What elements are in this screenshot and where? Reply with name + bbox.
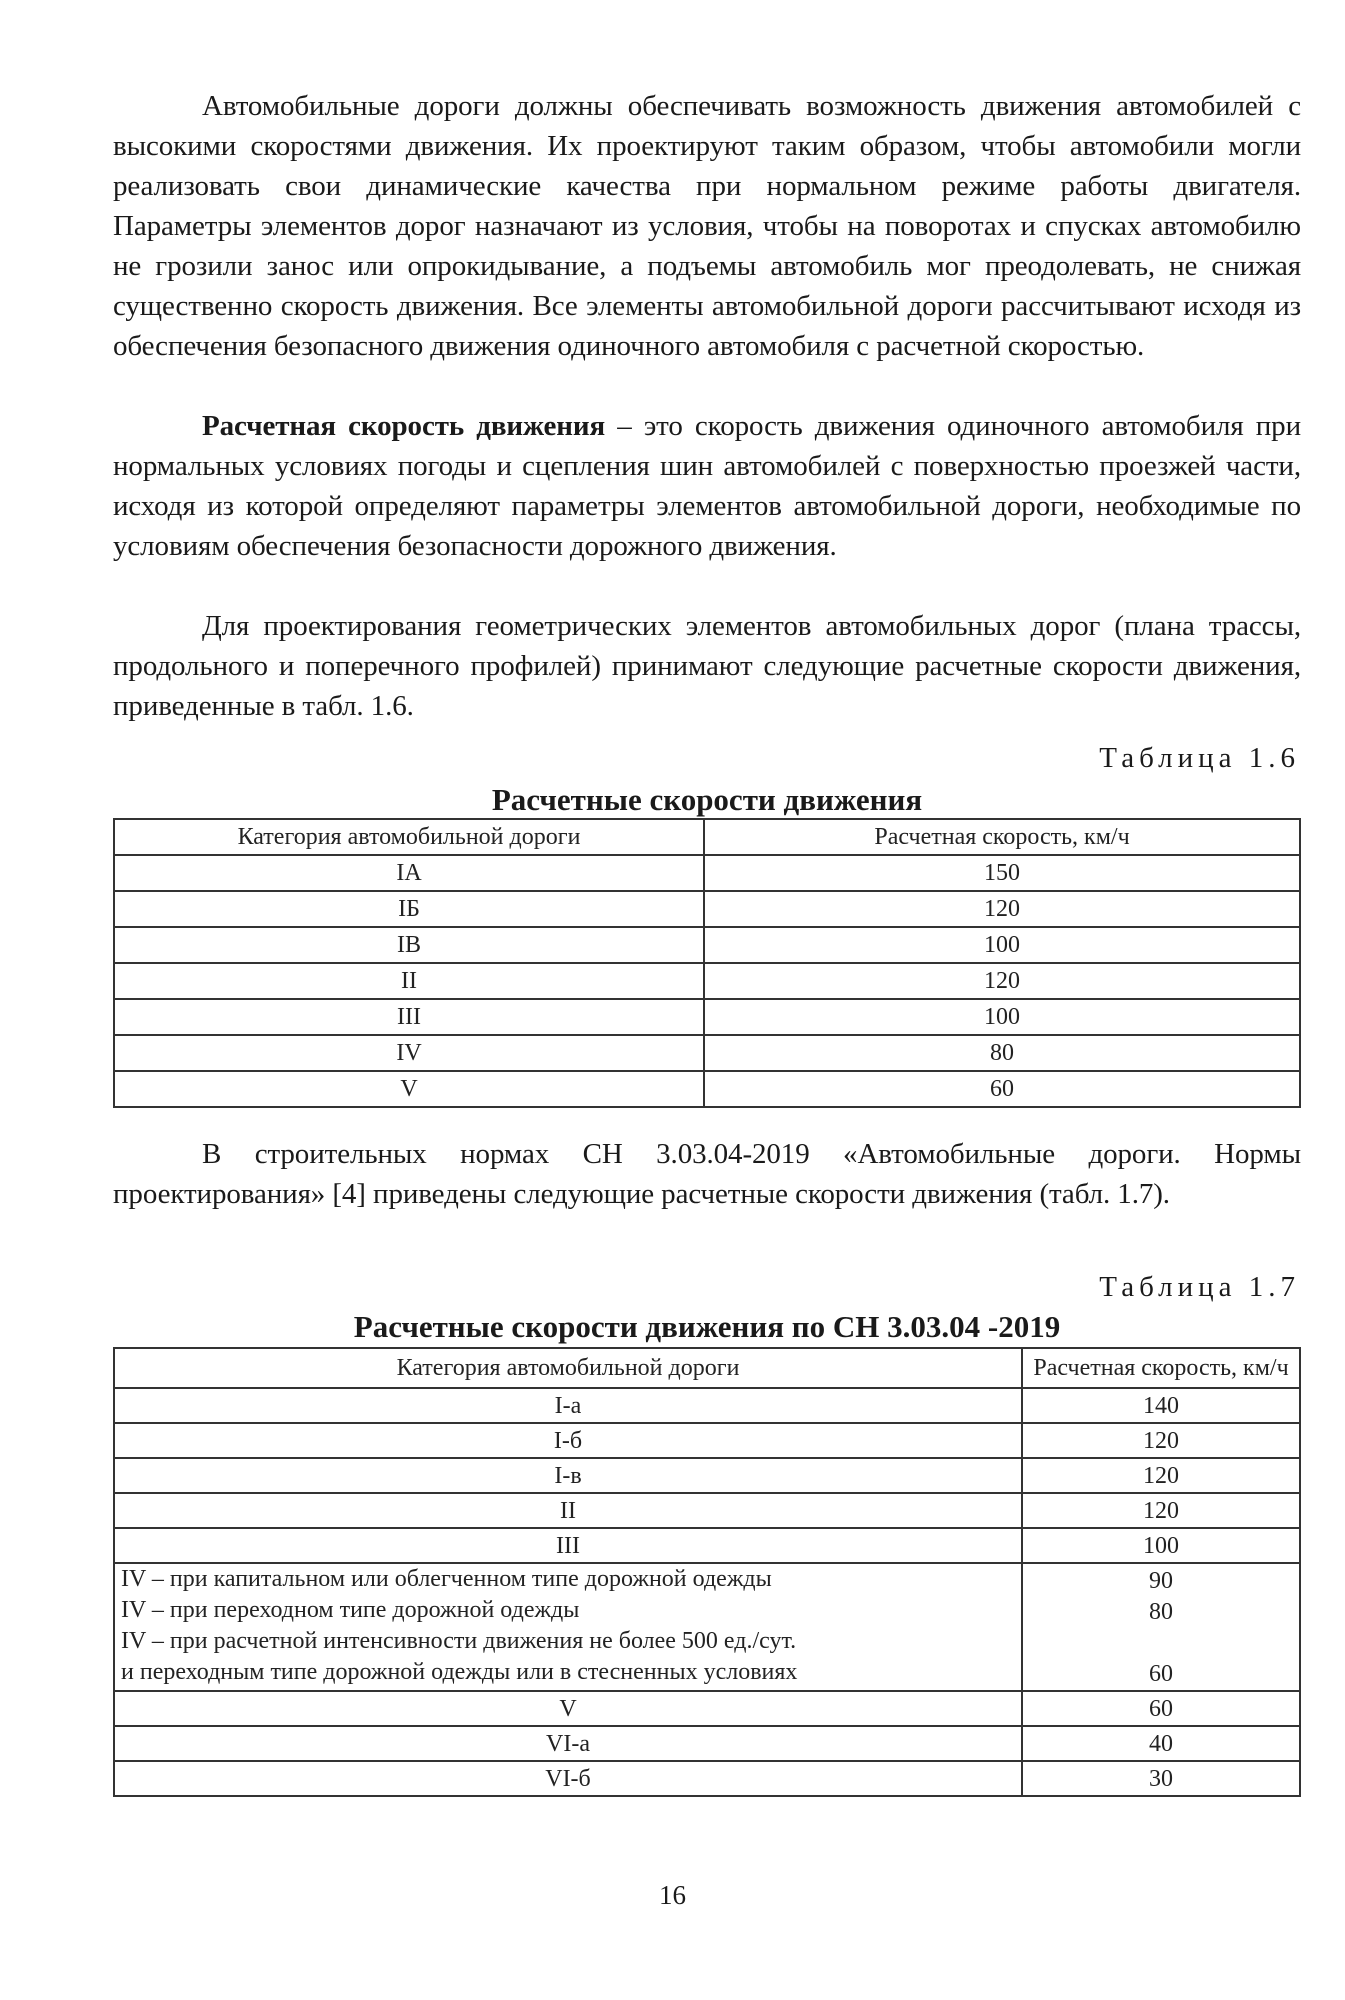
- speed-value: 80: [1149, 1599, 1173, 1625]
- speed-cell: 100: [704, 927, 1300, 963]
- column-header-category: Категория автомобильной дороги: [114, 819, 704, 855]
- table-1-6-caption: Таблица 1.6: [1099, 742, 1300, 774]
- condition-line: IV – при переходном типе дорожной одежды: [121, 1597, 580, 1623]
- category-cell: I-а: [114, 1388, 1022, 1423]
- table-row: [114, 963, 1300, 999]
- category-cell: V: [114, 1071, 704, 1107]
- table-row-category-iv-group: [114, 1563, 1300, 1691]
- speed-cell: 140: [1022, 1388, 1300, 1423]
- table-header-row: [114, 819, 1300, 855]
- category-cell: IВ: [114, 927, 704, 963]
- table-row: [114, 1493, 1300, 1528]
- category-iv-speeds-cell: [1022, 1563, 1300, 1691]
- table-row: [114, 1388, 1300, 1423]
- column-header-speed: Расчетная скорость, км/ч: [704, 819, 1300, 855]
- table-row: [114, 1071, 1300, 1107]
- table-row: [114, 891, 1300, 927]
- condition-line: IV – при капитальном или облегченном типе дорожной одежды: [121, 1566, 772, 1592]
- speed-cell: 100: [704, 999, 1300, 1035]
- speed-cell: 60: [1022, 1691, 1300, 1726]
- paragraph-table-1-7-intro: В строительных нормах СН 3.03.04-2019 «Автомобильные дороги. Нормы проектирования» [4] приведены следующие расчетные скорости движения (табл. 1.7).: [113, 1138, 1301, 1210]
- table-1-6: [113, 818, 1301, 1108]
- speed-cell: 80: [704, 1035, 1300, 1071]
- speed-cell: 40: [1022, 1726, 1300, 1761]
- table-row: [114, 1761, 1300, 1796]
- table-1-7-title: Расчетные скорости движения по СН 3.03.04 -2019: [353, 1309, 1061, 1344]
- table-row: [114, 1726, 1300, 1761]
- term-design-speed: Расчетная скорость движения: [202, 410, 606, 442]
- speed-value: 60: [1149, 1661, 1173, 1687]
- condition-line: IV – при расчетной интенсивности движения не более 500 ед./сут.: [121, 1628, 797, 1654]
- paragraph-table-1-6-intro: Для проектирования геометрических элементов автомобильных дорог (плана трассы, продольного и поперечного профилей) принимают следующие расчетные скорости движения, приведенные в табл. 1.6.: [113, 610, 1301, 722]
- speed-cell: 120: [1022, 1458, 1300, 1493]
- definition-text: – это скорость движения одиночного автомобиля при нормальных условиях погоды и сцепления шин автомобилей с поверхностью проезжей части, исходя из которой определяют параметры элементов автомобильной дороги, необходимые по условиям обеспечения безопасности дорожного движения.: [113, 410, 1301, 562]
- category-cell: VI-б: [114, 1761, 1022, 1796]
- speed-cell: 120: [704, 963, 1300, 999]
- category-cell: V: [114, 1691, 1022, 1726]
- table-row: [114, 1423, 1300, 1458]
- speed-value: 90: [1149, 1568, 1173, 1594]
- category-cell: I-в: [114, 1458, 1022, 1493]
- table-row: [114, 1691, 1300, 1726]
- table-header-row: [114, 1348, 1300, 1388]
- speed-cell: 120: [704, 891, 1300, 927]
- speed-cell: 120: [1022, 1423, 1300, 1458]
- table-1-6-title: Расчетные скорости движения: [491, 782, 923, 817]
- column-header-speed: Расчетная скорость, км/ч: [1022, 1348, 1300, 1388]
- speed-cell: 60: [704, 1071, 1300, 1107]
- table-row: [114, 999, 1300, 1035]
- category-cell: IА: [114, 855, 704, 891]
- category-cell: IБ: [114, 891, 704, 927]
- category-cell: I-б: [114, 1423, 1022, 1458]
- table-row: [114, 1528, 1300, 1563]
- table-1-7-caption: Таблица 1.7: [1099, 1271, 1300, 1303]
- category-cell: VI-а: [114, 1726, 1022, 1761]
- category-cell: II: [114, 963, 704, 999]
- category-cell: III: [114, 1528, 1022, 1563]
- column-header-category: Категория автомобильной дороги: [114, 1348, 1022, 1388]
- table-row: [114, 927, 1300, 963]
- category-iv-conditions-cell: [114, 1563, 1022, 1691]
- paragraph-design-speed-definition: [113, 406, 1301, 566]
- table-row: [114, 1458, 1300, 1493]
- speed-cell: 100: [1022, 1528, 1300, 1563]
- category-cell: IV: [114, 1035, 704, 1071]
- speed-cell: 120: [1022, 1493, 1300, 1528]
- page-number: 16: [659, 1880, 686, 1910]
- speed-cell: 150: [704, 855, 1300, 891]
- speed-value: [1029, 1628, 1293, 1659]
- category-cell: II: [114, 1493, 1022, 1528]
- paragraph-road-requirements: Автомобильные дороги должны обеспечивать возможность движения автомобилей с высокими скоростями движения. Их проектируют таким образом, чтобы автомобили могли реализовать свои динамические качества при нормальном режиме работы двигателя. Параметры элементов дорог назначают из условия, чтобы на поворотах и спусках автомобилю не грозили занос или опрокидывание, а подъемы автомобиль мог преодолевать, не снижая существенно скорость движения. Все элементы автомобильной дороги рассчитывают исходя из обеспечения безопасного движения одиночного автомобиля с расчетной скоростью.: [113, 90, 1301, 362]
- table-row: [114, 855, 1300, 891]
- category-cell: III: [114, 999, 704, 1035]
- condition-line: и переходным типе дорожной одежды или в стесненных условиях: [121, 1659, 798, 1685]
- speed-cell: 30: [1022, 1761, 1300, 1796]
- table-1-7: [113, 1347, 1301, 1797]
- table-row: [114, 1035, 1300, 1071]
